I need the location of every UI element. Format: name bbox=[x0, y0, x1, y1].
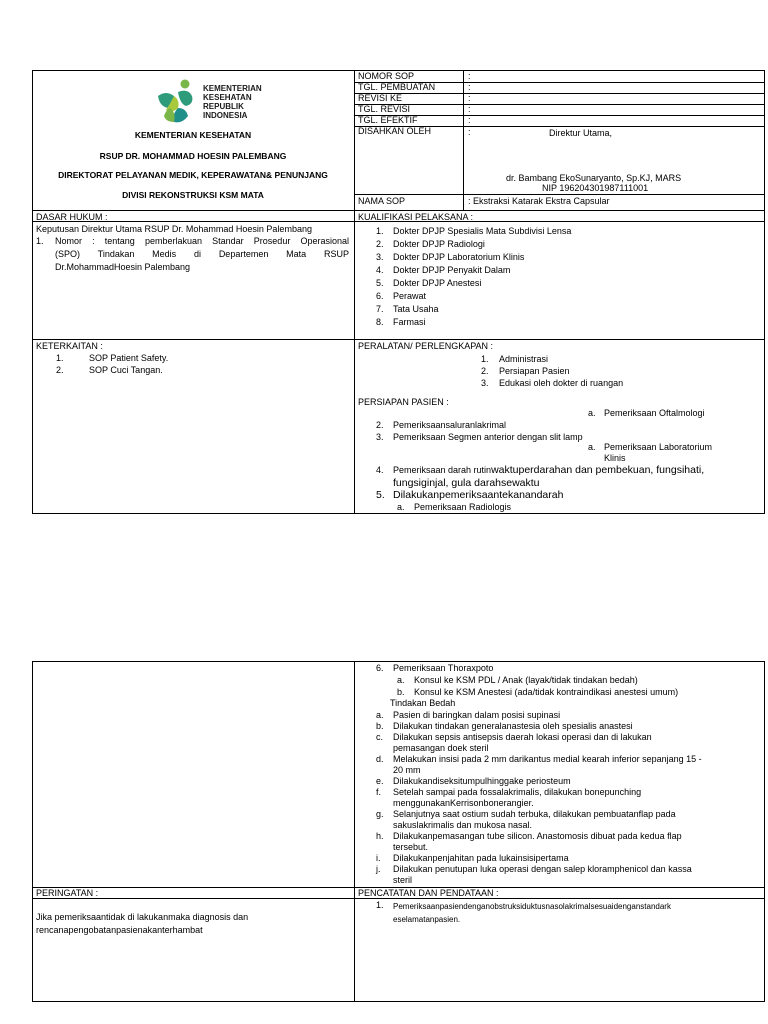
header-title-4: DIVISI REKONSTRUKSI KSM MATA bbox=[122, 190, 264, 200]
pencatatan-text bbox=[393, 900, 761, 926]
list-item: 5. Dokter DPJP Anestesi bbox=[376, 278, 482, 288]
list-item: b. Dilakukan tindakan generalanastesia oleh spesialis anastesi bbox=[376, 721, 633, 731]
persiapan-title: PERSIAPAN PASIEN : bbox=[358, 397, 449, 407]
logo-line: INDONESIA bbox=[203, 111, 248, 120]
field-label-tgl-efektif: TGL. EFEKTIF bbox=[358, 115, 418, 125]
director-name: dr. Bambang EkoSunaryanto, Sp.KJ, MARS bbox=[506, 173, 682, 183]
list-item: 1. Administrasi bbox=[481, 354, 549, 364]
column-divider bbox=[354, 661, 355, 1002]
list-item: 4. Dokter DPJP Penyakit Dalam bbox=[376, 265, 511, 275]
pencatatan-title: PENCATATAN DAN PENDATAAN : bbox=[358, 888, 499, 898]
dasar-hukum-title: DASAR HUKUM : bbox=[36, 212, 108, 222]
list-item: 8. Farmasi bbox=[376, 317, 426, 327]
field-label-disahkan-oleh: DISAHKAN OLEH bbox=[358, 126, 432, 136]
dasar-hukum-item-num: 1. bbox=[36, 236, 44, 246]
keterkaitan-list bbox=[56, 352, 168, 376]
persiapan-a3: a. Pemeriksaan Radiologis bbox=[397, 502, 512, 512]
logo-line: REPUBLIK bbox=[203, 102, 244, 111]
nama-sop-value: : Ekstraksi Katarak Ekstra Capsular bbox=[468, 196, 610, 206]
field-label-nomor-sop: NOMOR SOP bbox=[358, 71, 415, 81]
persiapan-item-2: 2. Pemeriksaansaluranlakrimal bbox=[376, 420, 507, 430]
logo-line: KESEHATAN bbox=[203, 93, 252, 102]
row-line bbox=[32, 339, 765, 340]
persiapan-item-5: 5. Dilakukanpemeriksaantekanandarah bbox=[376, 489, 564, 501]
dasar-hukum-text: (SPO) Tindakan Medis di Departemen Mata RSUP bbox=[55, 249, 349, 259]
pencatatan-num: 1. bbox=[376, 900, 384, 910]
kualifikasi-title: KUALIFIKASI PELAKSANA : bbox=[358, 212, 474, 222]
director-title: Direktur Utama, bbox=[549, 128, 613, 138]
list-item: e. Dilakukandiseksitumpulhinggake periosteum bbox=[376, 776, 571, 786]
field-value-disahkan-oleh: : bbox=[468, 127, 471, 137]
row-line bbox=[354, 194, 765, 195]
field-divider bbox=[463, 70, 464, 210]
kemenkes-logo bbox=[152, 78, 200, 126]
page2-sub-b: b. Konsul ke KSM Anestesi (ada/tidak kontraindikasi anestesi umum) bbox=[397, 687, 679, 697]
field-label-tgl-pembuatan: TGL. PEMBUATAN bbox=[358, 82, 436, 92]
list-item: 3. Edukasi oleh dokter di ruangan bbox=[481, 378, 624, 388]
list-item: 1. SOP Patient Safety. bbox=[56, 353, 169, 363]
persiapan-item-4-line2: fungsiginjal, gula darahsewaktu bbox=[393, 477, 540, 489]
dasar-hukum-item bbox=[55, 249, 349, 260]
field-label-tgl-revisi: TGL. REVISI bbox=[358, 104, 411, 114]
row-line bbox=[32, 210, 765, 211]
tindakan-bedah-title: Tindakan Bedah bbox=[390, 698, 456, 708]
pencatatan-line: eselamatanpasien. bbox=[393, 915, 461, 924]
persiapan-item-4: 4. Pemeriksaan darah rutinwaktuperdarahan dan pembekuan, fungsihati, bbox=[376, 464, 705, 476]
dasar-hukum-text: Nomor : tentang pemberlakuan Standar Prosedur Operasional bbox=[55, 236, 349, 246]
field-value-tgl-revisi: : bbox=[468, 104, 471, 114]
list-item: f. Setelah sampai pada fossalakrimalis, dilakukan bonepunching menggunakanKerrisonbonerangier. bbox=[376, 787, 642, 808]
field-value-revisi-ke: : bbox=[468, 93, 471, 103]
peringatan-line: rencanapengobatanpasienakanterhambat bbox=[36, 925, 203, 935]
peringatan-line: Jika pemeriksaantidak di lakukanmaka diagnosis dan bbox=[36, 912, 249, 922]
peralatan-title: PERALATAN/ PERLENGKAPAN : bbox=[358, 341, 494, 351]
header-title-2: RSUP DR. MOHAMMAD HOESIN PALEMBANG bbox=[99, 151, 287, 161]
list-item: h. Dilakukanpemasangan tube silicon. Anastomosis dibuat pada kedua flap tersebut. bbox=[376, 831, 682, 852]
list-item: d. Melakukan insisi pada 2 mm darikantus medial kearah inferior sepanjang 15 - 20 mm bbox=[376, 754, 702, 775]
list-item: 7. Tata Usaha bbox=[376, 304, 439, 314]
pencatatan-line: Pemeriksaanpasiendenganobstruksiduktusnasolakrimalsesuaidenganstandark bbox=[393, 902, 671, 911]
persiapan-a1: a. Pemeriksaan Oftalmologi bbox=[588, 408, 705, 418]
director-nip: NIP 196204301987111001 bbox=[542, 183, 649, 193]
peringatan-title: PERINGATAN : bbox=[36, 888, 99, 898]
list-item: 6. Perawat bbox=[376, 291, 427, 301]
list-item: 2. Persiapan Pasien bbox=[481, 366, 570, 376]
dasar-hukum-line: Keputusan Direktur Utama RSUP Dr. Mohammad Hoesin Palembang bbox=[36, 224, 312, 234]
list-item: j. Dilakukan penutupan luka operasi dengan salep kloramphenicol dan kassa steril bbox=[376, 864, 692, 885]
list-item: i. Dilakukanpenjahitan pada lukainsisipertama bbox=[376, 853, 569, 863]
row-line bbox=[354, 104, 765, 105]
page2-item-6: 6. Pemeriksaan Thoraxpoto bbox=[376, 663, 494, 673]
persiapan-item-3: 3. Pemeriksaan Segmen anterior dengan slit lamp bbox=[376, 432, 583, 442]
list-item: 2. Dokter DPJP Radiologi bbox=[376, 239, 485, 249]
nama-sop-label: NAMA SOP bbox=[358, 196, 406, 206]
logo-text bbox=[203, 84, 262, 120]
peringatan-text bbox=[36, 911, 248, 937]
field-value-nomor-sop: : bbox=[468, 71, 471, 81]
keterkaitan-title: KETERKAITAN : bbox=[36, 341, 103, 351]
persiapan-a2-line2: Klinis bbox=[604, 453, 626, 463]
list-item: a. Pasien di baringkan dalam posisi supinasi bbox=[376, 710, 561, 720]
field-label-revisi-ke: REVISI KE bbox=[358, 93, 403, 103]
list-item: g. Selanjutnya saat ostium sudah terbuka, dilakukan pembuatanflap pada sakuslakrimalis dan mukosa nasal. bbox=[376, 809, 676, 830]
column-divider bbox=[354, 70, 355, 514]
peralatan-list bbox=[481, 353, 623, 389]
list-item: 1. Dokter DPJP Spesialis Mata Subdivisi Lensa bbox=[376, 226, 572, 236]
list-item: 2. SOP Cuci Tangan. bbox=[56, 365, 163, 375]
tindakan-steps bbox=[376, 710, 758, 886]
persiapan-a2: a. Pemeriksaan Laboratorium bbox=[588, 442, 713, 452]
field-value-tgl-efektif: : bbox=[468, 115, 471, 125]
page2-sub-a: a. Konsul ke KSM PDL / Anak (layak/tidak tindakan bedah) bbox=[397, 675, 638, 685]
dasar-hukum-text: Dr.MohammadHoesin Palembang bbox=[55, 262, 191, 272]
header-title-3: DIREKTORAT PELAYANAN MEDIK, KEPERAWATAN& PENUNJANG bbox=[58, 170, 328, 180]
kemenkes-logo-icon bbox=[152, 78, 200, 126]
logo-line: KEMENTERIAN bbox=[203, 84, 262, 93]
field-value-tgl-pembuatan: : bbox=[468, 82, 471, 92]
list-item: c. Dilakukan sepsis antisepsis daerah lokasi operasi dan di lakukan pemasangan doek steril bbox=[376, 732, 652, 753]
list-item: 3. Dokter DPJP Laboratorium Klinis bbox=[376, 252, 525, 262]
kualifikasi-list bbox=[376, 225, 571, 329]
header-title-1: KEMENTERIAN KESEHATAN bbox=[134, 130, 252, 140]
row-line bbox=[354, 93, 765, 94]
dasar-hukum-item bbox=[55, 236, 349, 247]
